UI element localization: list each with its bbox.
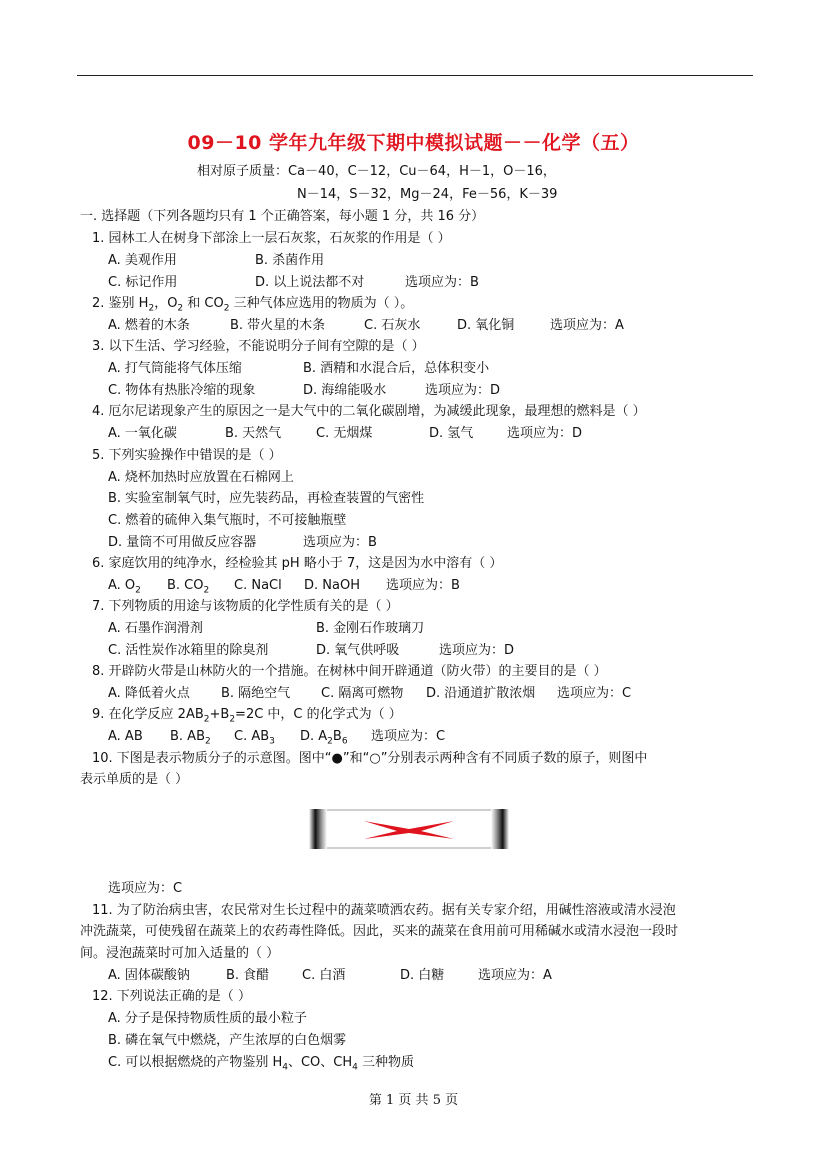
atomic-mass-line-1: 相对原子质量：Ca－40，C－12，Cu－64，H－1，O－16， bbox=[197, 164, 556, 179]
q6-option-b: B. $CO_2$ bbox=[167, 578, 210, 596]
question-6: 6. 家庭饮用的纯净水，经检验其 pH 略小于 7，这是因为水中溶有（ ） bbox=[92, 556, 503, 571]
section-heading: 一. 选择题（下列各题均只有 1 个正确答案，每小题 1 分，共 16 分） bbox=[80, 209, 485, 224]
q11-option-a: A. 固体碳酸钠 bbox=[108, 968, 190, 983]
q5-option-c: C. 燃着的硫伸入集气瓶时，不可接触瓶壁 bbox=[108, 513, 347, 528]
q5-answer: 选项应为：B bbox=[303, 535, 377, 550]
q6-answer: 选项应为：B bbox=[386, 578, 460, 593]
q8-answer: 选项应为：C bbox=[557, 686, 632, 701]
q7-option-a: A. 石墨作润滑剂 bbox=[108, 621, 203, 636]
q9-option-b: B. $AB_2$ bbox=[170, 729, 211, 747]
question-1: 1. 园林工人在树身下部涂上一层石灰浆，石灰浆的作用是（ ） bbox=[92, 231, 451, 246]
question-7: 7. 下列物质的用途与该物质的化学性质有关的是（ ） bbox=[92, 599, 399, 614]
q1-option-b: B. 杀菌作用 bbox=[255, 253, 325, 268]
q2-option-d: D. 氧化铜 bbox=[457, 318, 515, 333]
q2-option-b: B. 带火星的木条 bbox=[230, 318, 326, 333]
question-11-line-2: 冲洗蔬菜，可使残留在蔬菜上的农药毒性降低。因此，买来的蔬菜在食用前可用稀碱水或清水浸泡一段时 bbox=[80, 924, 679, 939]
q2-answer: 选项应为：A bbox=[550, 318, 624, 333]
q8-option-b: B. 隔绝空气 bbox=[221, 686, 291, 701]
q9-option-c: C. $AB_3$ bbox=[234, 729, 275, 747]
q4-option-a: A. 一氧化碳 bbox=[108, 426, 177, 441]
question-11-line-1: 11. 为了防治病虫害，农民常对生长过程中的蔬菜喷洒农药。据有关专家介绍，用碱性溶液或清水浸泡 bbox=[92, 903, 676, 918]
question-4: 4. 厄尔尼诺现象产生的原因之一是大气中的二氧化碳剧增，为减缓此现象，最理想的燃料是（ ） bbox=[92, 404, 646, 419]
q10-answer: 选项应为：C bbox=[108, 881, 183, 896]
q3-option-c: C. 物体有热胀冷缩的现象 bbox=[108, 383, 256, 398]
header-rule bbox=[77, 75, 753, 76]
q1-option-c: C. 标记作用 bbox=[108, 275, 178, 290]
atomic-mass-line-2: N－14，S－32，Mg－24，Fe－56，K－39 bbox=[297, 187, 558, 202]
q11-option-c: C. 白酒 bbox=[302, 968, 346, 983]
question-2: 2. 鉴别 $H_2$，$O_2$ 和 $CO_2$ 三种气体应选用的物质为（ ）。 bbox=[92, 296, 414, 314]
question-8: 8. 开辟防火带是山林防火的一个措施。在树林中间开辟通道（防火带）的主要目的是（ ） bbox=[92, 664, 607, 679]
q7-option-c: C. 活性炭作冰箱里的除臭剂 bbox=[108, 643, 269, 658]
q4-answer: 选项应为：D bbox=[507, 426, 583, 441]
q12-option-a: A. 分子是保持物质性质的最小粒子 bbox=[108, 1011, 307, 1026]
question-9: 9. 在化学反应 $2AB_2+B_2=2C$ 中，C 的化学式为（ ） bbox=[92, 707, 402, 725]
q3-option-d: D. 海绵能吸水 bbox=[303, 383, 387, 398]
q12-option-c: C. 可以根据燃烧的产物鉴别 $H_4$、CO、$CH_4$ 三种物质 bbox=[108, 1055, 415, 1073]
q3-option-a: A. 打气筒能将气体压缩 bbox=[108, 361, 242, 376]
question-5: 5. 下列实验操作中错误的是（ ） bbox=[92, 448, 282, 463]
q7-option-d: D. 氧气供呼吸 bbox=[316, 643, 400, 658]
q9-option-d: D. $A_2B_6$ bbox=[300, 729, 348, 747]
q3-answer: 选项应为：D bbox=[425, 383, 501, 398]
q11-option-d: D. 白糖 bbox=[400, 968, 445, 983]
q6-option-d: D. NaOH bbox=[304, 578, 360, 593]
q9-option-a: A. AB bbox=[108, 729, 143, 744]
q11-answer: 选项应为：A bbox=[478, 968, 552, 983]
q2-option-c: C. 石灰水 bbox=[364, 318, 421, 333]
q1-option-d: D. 以上说法都不对 bbox=[255, 275, 365, 290]
q9-answer: 选项应为：C bbox=[371, 729, 446, 744]
q1-option-a: A. 美观作用 bbox=[108, 253, 177, 268]
q11-option-b: B. 食醋 bbox=[226, 968, 270, 983]
question-10-line-1: 10. 下图是表示物质分子的示意图。图中“●”和“○”分别表示两种含有不同质子数的原子，则图中 bbox=[92, 751, 648, 766]
q5-option-a: A. 烧杯加热时应放置在石棉网上 bbox=[108, 470, 294, 485]
question-12: 12. 下列说法正确的是（ ） bbox=[92, 989, 251, 1004]
q5-option-b: B. 实验室制氧气时，应先装药品，再检查装置的气密性 bbox=[108, 491, 425, 506]
q8-option-c: C. 隔离可燃物 bbox=[321, 686, 404, 701]
question-10-line-2: 表示单质的是（ ） bbox=[80, 772, 189, 787]
q6-option-a: A. $O_2$ bbox=[108, 578, 141, 596]
q8-option-a: A. 降低着火点 bbox=[108, 686, 190, 701]
question-3: 3. 以下生活、学习经验，不能说明分子间有空隙的是（ ） bbox=[92, 339, 425, 354]
q6-option-c: C. NaCl bbox=[234, 578, 282, 593]
q7-answer: 选项应为：D bbox=[439, 643, 515, 658]
molecule-figure bbox=[309, 809, 509, 849]
q12-option-b: B. 磷在氧气中燃烧，产生浓厚的白色烟雾 bbox=[108, 1033, 347, 1048]
q2-option-a: A. 燃着的木条 bbox=[108, 318, 190, 333]
q4-option-c: C. 无烟煤 bbox=[316, 426, 373, 441]
q3-option-b: B. 酒精和水混合后，总体积变小 bbox=[303, 361, 490, 376]
page-footer: 第 1 页 共 5 页 bbox=[368, 1093, 459, 1108]
question-11-line-3: 间。浸泡蔬菜时可加入适量的（ ） bbox=[80, 946, 280, 961]
page-title: 09－10 学年九年级下期中模拟试题－－化学（五） bbox=[187, 132, 640, 154]
q4-option-b: B. 天然气 bbox=[225, 426, 282, 441]
q8-option-d: D. 沿通道扩散浓烟 bbox=[426, 686, 536, 701]
q5-option-d: D. 量筒不可用做反应容器 bbox=[108, 535, 257, 550]
q7-option-b: B. 金刚石作玻璃刀 bbox=[316, 621, 425, 636]
q1-answer: 选项应为：B bbox=[405, 275, 479, 290]
q4-option-d: D. 氢气 bbox=[429, 426, 474, 441]
